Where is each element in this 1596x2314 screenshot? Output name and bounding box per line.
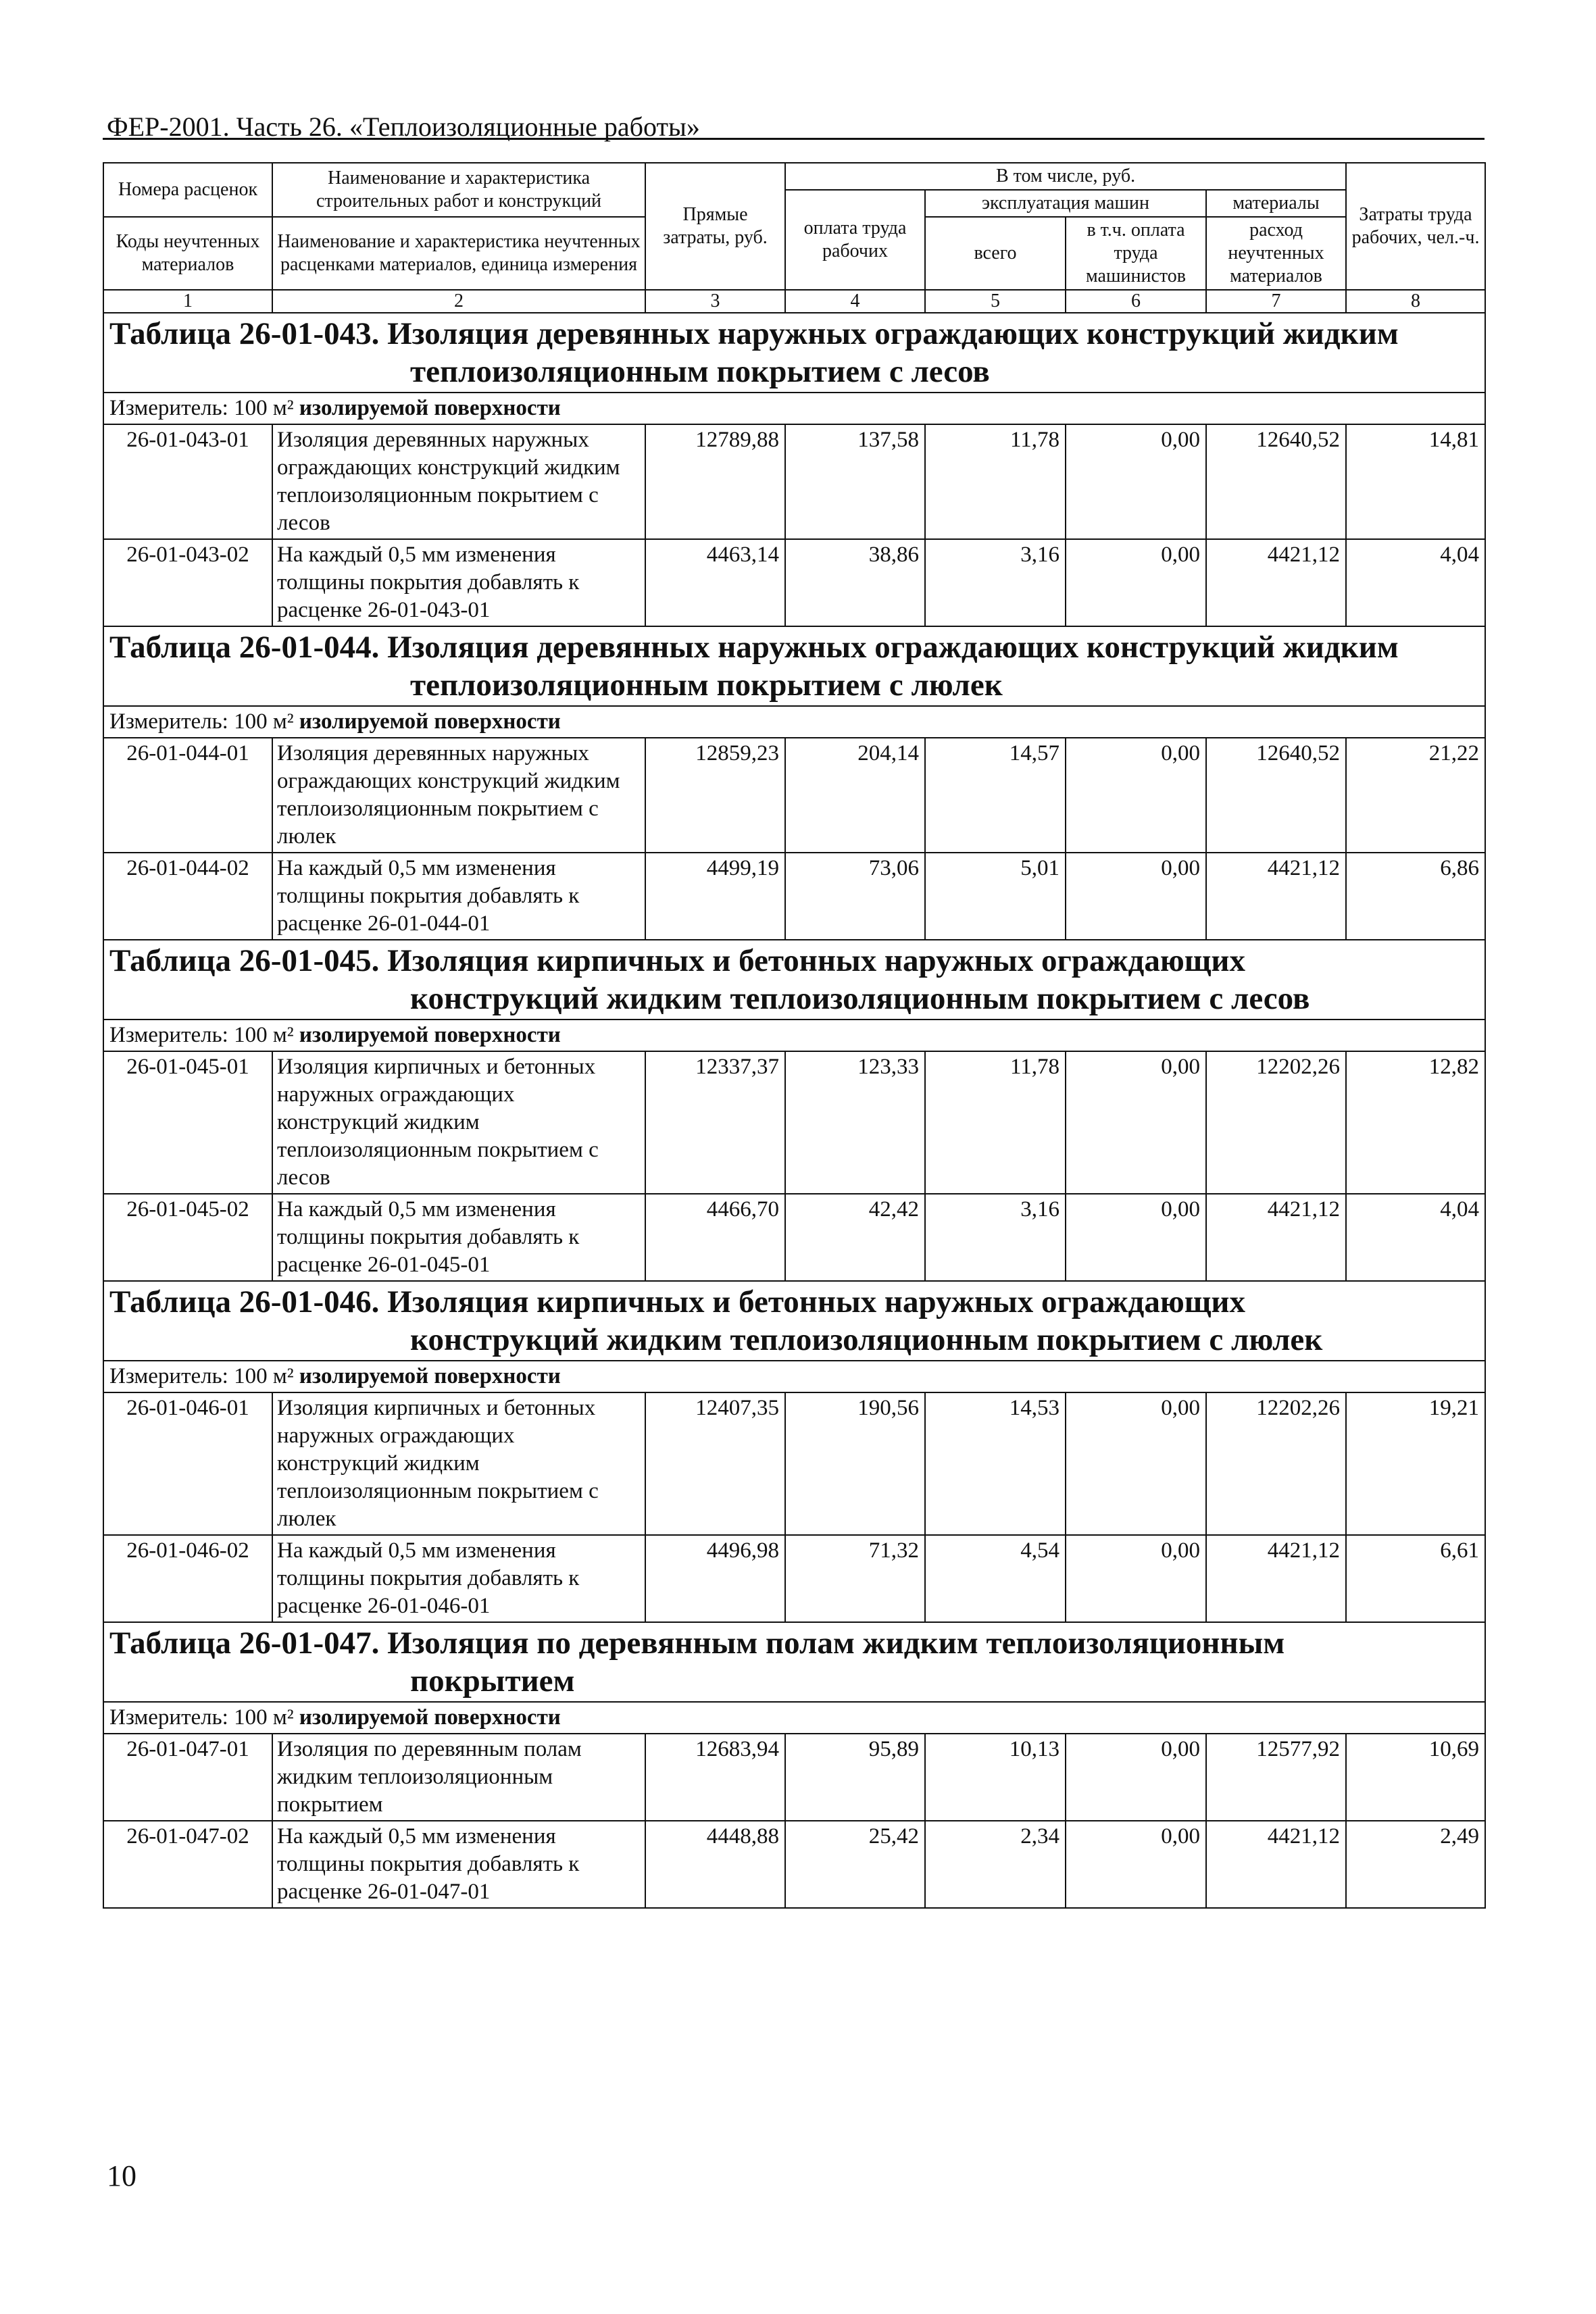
table-row [103, 424, 1485, 539]
rate-code-cell: 26-01-046-01 [103, 1392, 272, 1535]
machines-total-cell: 11,78 [925, 424, 1066, 539]
sub-table-title-line: теплоизоляционным покрытием с люлек [410, 668, 1003, 703]
sub-table-title-line: Таблица 26-01-047. Изоляция по деревянным полам жидким теплоизоляционным [109, 1626, 1285, 1661]
col-work-name-heading: Наименование и характеристика строительных работ и конструкций [272, 163, 645, 217]
measure-unit-row [103, 1020, 1485, 1051]
sub-table-title-line: конструкций жидким теплоизоляционным покрытием с лесов [410, 981, 1310, 1016]
sub-table-title [103, 1281, 1485, 1361]
column-number: 6 [1066, 290, 1206, 313]
worker-pay-cell: 190,56 [785, 1392, 925, 1535]
measure-unit-row [103, 1702, 1485, 1734]
work-name-cell: На каждый 0,5 мм изменения толщины покрытия добавлять к расценке 26-01-047-01 [272, 1821, 645, 1908]
measure-unit [103, 1361, 1485, 1392]
page-number: 10 [107, 2159, 136, 2192]
direct-costs-cell: 4448,88 [645, 1821, 785, 1908]
page-header: ФЕР-2001. Часть 26. «Теплоизоляционные работы» [107, 111, 700, 142]
measure-unit [103, 706, 1485, 738]
sub-table-title-line: конструкций жидким теплоизоляционным покрытием с люлек [410, 1322, 1323, 1357]
operator-pay-cell: 0,00 [1066, 1392, 1206, 1535]
labor-hours-cell: 14,81 [1346, 424, 1485, 539]
sub-table-title [103, 313, 1485, 393]
col-labor-hours-heading: Затраты труда рабочих, чел.-ч. [1346, 163, 1485, 290]
table-row [103, 1535, 1485, 1622]
work-name-cell: На каждый 0,5 мм изменения толщины покрытия добавлять к расценке 26-01-044-01 [272, 853, 645, 940]
col-material-use-heading: расход неучтенных материалов [1206, 217, 1346, 290]
machines-total-cell: 14,53 [925, 1392, 1066, 1535]
rate-code-cell: 26-01-047-01 [103, 1734, 272, 1821]
rate-code-cell: 26-01-044-02 [103, 853, 272, 940]
column-numbers-row [103, 290, 1485, 313]
sub-table-title-row [103, 626, 1485, 706]
column-number: 7 [1206, 290, 1346, 313]
sub-table-title-line: покрытием [410, 1663, 575, 1699]
col-worker-pay-heading: оплата труда рабочих [785, 190, 925, 290]
column-number: 4 [785, 290, 925, 313]
operator-pay-cell: 0,00 [1066, 1051, 1206, 1194]
machines-total-cell: 4,54 [925, 1535, 1066, 1622]
measure-unit-label: Измеритель: 100 м² [109, 1364, 299, 1388]
worker-pay-cell: 38,86 [785, 539, 925, 626]
materials-cell: 12202,26 [1206, 1392, 1346, 1535]
operator-pay-cell: 0,00 [1066, 424, 1206, 539]
operator-pay-cell: 0,00 [1066, 1194, 1206, 1281]
measure-unit-surface: изолируемой поверхности [299, 1364, 561, 1388]
sub-table-title-line: Таблица 26-01-045. Изоляция кирпичных и бетонных наружных ограждающих [109, 943, 1246, 978]
operator-pay-cell: 0,00 [1066, 1734, 1206, 1821]
sub-table-title-line: теплоизоляционным покрытием с лесов [410, 354, 990, 389]
col-material-names-heading: Наименование и характеристика неучтенных расценками материалов, единица измерения [272, 217, 645, 290]
sub-table-title-row [103, 940, 1485, 1020]
operator-pay-cell: 0,00 [1066, 539, 1206, 626]
measure-unit-label: Измеритель: 100 м² [109, 709, 299, 734]
table-row [103, 1051, 1485, 1194]
measure-unit [103, 1702, 1485, 1734]
worker-pay-cell: 25,42 [785, 1821, 925, 1908]
measure-unit-row [103, 706, 1485, 738]
table-head [103, 163, 1485, 313]
col-direct-costs-heading: Прямые затраты, руб. [645, 163, 785, 290]
table-row [103, 539, 1485, 626]
rate-code-cell: 26-01-043-01 [103, 424, 272, 539]
worker-pay-cell: 42,42 [785, 1194, 925, 1281]
operator-pay-cell: 0,00 [1066, 738, 1206, 853]
machines-total-cell: 14,57 [925, 738, 1066, 853]
sub-table-title-line: Таблица 26-01-046. Изоляция кирпичных и бетонных наружных ограждающих [109, 1284, 1246, 1319]
rate-code-cell: 26-01-046-02 [103, 1535, 272, 1622]
labor-hours-cell: 6,61 [1346, 1535, 1485, 1622]
labor-hours-cell: 2,49 [1346, 1821, 1485, 1908]
operator-pay-cell: 0,00 [1066, 1821, 1206, 1908]
measure-unit-surface: изолируемой поверхности [299, 1705, 561, 1730]
rate-code-cell: 26-01-044-01 [103, 738, 272, 853]
col-operator-pay-heading: в т.ч. оплата труда машинистов [1066, 217, 1206, 290]
materials-cell: 4421,12 [1206, 1194, 1346, 1281]
sub-table-title-line: Таблица 26-01-044. Изоляция деревянных наружных ограждающих конструкций жидким [109, 630, 1399, 665]
table-row [103, 853, 1485, 940]
measure-unit-row [103, 1361, 1485, 1392]
col-rate-numbers-heading: Номера расценок [103, 163, 272, 217]
labor-hours-cell: 10,69 [1346, 1734, 1485, 1821]
sub-table-title [103, 1622, 1485, 1702]
worker-pay-cell: 71,32 [785, 1535, 925, 1622]
direct-costs-cell: 4499,19 [645, 853, 785, 940]
column-number: 1 [103, 290, 272, 313]
worker-pay-cell: 137,58 [785, 424, 925, 539]
labor-hours-cell: 21,22 [1346, 738, 1485, 853]
measure-unit-label: Измеритель: 100 м² [109, 1023, 299, 1047]
sub-table-title [103, 626, 1485, 706]
machines-total-cell: 10,13 [925, 1734, 1066, 1821]
price-table [103, 162, 1486, 1909]
direct-costs-cell: 4463,14 [645, 539, 785, 626]
labor-hours-cell: 4,04 [1346, 539, 1485, 626]
measure-unit-surface: изолируемой поверхности [299, 396, 561, 420]
table-row [103, 1392, 1485, 1535]
direct-costs-cell: 12683,94 [645, 1734, 785, 1821]
labor-hours-cell: 6,86 [1346, 853, 1485, 940]
work-name-cell: Изоляция деревянных наружных ограждающих конструкций жидким теплоизоляционным покрытием с люлек [272, 738, 645, 853]
sub-table-title-row [103, 313, 1485, 393]
col-material-codes-heading: Коды неучтенных материалов [103, 217, 272, 290]
table-row [103, 1194, 1485, 1281]
col-machines-total-heading: всего [925, 217, 1066, 290]
col-including-heading: В том числе, руб. [785, 163, 1346, 190]
measure-unit [103, 1020, 1485, 1051]
labor-hours-cell: 4,04 [1346, 1194, 1485, 1281]
measure-unit-label: Измеритель: 100 м² [109, 396, 299, 420]
materials-cell: 12202,26 [1206, 1051, 1346, 1194]
column-number: 8 [1346, 290, 1485, 313]
direct-costs-cell: 12859,23 [645, 738, 785, 853]
machines-total-cell: 5,01 [925, 853, 1066, 940]
operator-pay-cell: 0,00 [1066, 853, 1206, 940]
measure-unit-surface: изолируемой поверхности [299, 1023, 561, 1047]
work-name-cell: Изоляция деревянных наружных ограждающих конструкций жидким теплоизоляционным покрытием с лесов [272, 424, 645, 539]
sub-table-title-line: Таблица 26-01-043. Изоляция деревянных наружных ограждающих конструкций жидким [109, 316, 1399, 351]
work-name-cell: На каждый 0,5 мм изменения толщины покрытия добавлять к расценке 26-01-046-01 [272, 1535, 645, 1622]
col-machines-heading: эксплуатация машин [925, 190, 1206, 217]
direct-costs-cell: 12789,88 [645, 424, 785, 539]
direct-costs-cell: 4466,70 [645, 1194, 785, 1281]
table-row [103, 738, 1485, 853]
materials-cell: 4421,12 [1206, 853, 1346, 940]
direct-costs-cell: 12337,37 [645, 1051, 785, 1194]
worker-pay-cell: 123,33 [785, 1051, 925, 1194]
rate-code-cell: 26-01-047-02 [103, 1821, 272, 1908]
col-materials-heading: материалы [1206, 190, 1346, 217]
materials-cell: 4421,12 [1206, 539, 1346, 626]
sub-table-title-row [103, 1622, 1485, 1702]
work-name-cell: На каждый 0,5 мм изменения толщины покрытия добавлять к расценке 26-01-045-01 [272, 1194, 645, 1281]
materials-cell: 12577,92 [1206, 1734, 1346, 1821]
machines-total-cell: 11,78 [925, 1051, 1066, 1194]
measure-unit-row [103, 393, 1485, 424]
materials-cell: 12640,52 [1206, 424, 1346, 539]
machines-total-cell: 3,16 [925, 539, 1066, 626]
work-name-cell: На каждый 0,5 мм изменения толщины покрытия добавлять к расценке 26-01-043-01 [272, 539, 645, 626]
header-rule [103, 138, 1485, 140]
operator-pay-cell: 0,00 [1066, 1535, 1206, 1622]
column-number: 2 [272, 290, 645, 313]
sub-table-title-row [103, 1281, 1485, 1361]
measure-unit [103, 393, 1485, 424]
column-number: 3 [645, 290, 785, 313]
rate-code-cell: 26-01-045-02 [103, 1194, 272, 1281]
direct-costs-cell: 12407,35 [645, 1392, 785, 1535]
column-number: 5 [925, 290, 1066, 313]
table-row [103, 1821, 1485, 1908]
worker-pay-cell: 204,14 [785, 738, 925, 853]
measure-unit-surface: изолируемой поверхности [299, 709, 561, 734]
work-name-cell: Изоляция кирпичных и бетонных наружных ограждающих конструкций жидким теплоизоляционным покрытием с лесов [272, 1051, 645, 1194]
labor-hours-cell: 12,82 [1346, 1051, 1485, 1194]
materials-cell: 12640,52 [1206, 738, 1346, 853]
worker-pay-cell: 95,89 [785, 1734, 925, 1821]
work-name-cell: Изоляция кирпичных и бетонных наружных ограждающих конструкций жидким теплоизоляционным покрытием с люлек [272, 1392, 645, 1535]
sub-table-title [103, 940, 1485, 1020]
table-row [103, 1734, 1485, 1821]
materials-cell: 4421,12 [1206, 1821, 1346, 1908]
rate-code-cell: 26-01-045-01 [103, 1051, 272, 1194]
work-name-cell: Изоляция по деревянным полам жидким теплоизоляционным покрытием [272, 1734, 645, 1821]
direct-costs-cell: 4496,98 [645, 1535, 785, 1622]
table-body [103, 313, 1485, 1908]
worker-pay-cell: 73,06 [785, 853, 925, 940]
machines-total-cell: 2,34 [925, 1821, 1066, 1908]
materials-cell: 4421,12 [1206, 1535, 1346, 1622]
measure-unit-label: Измеритель: 100 м² [109, 1705, 299, 1730]
rate-code-cell: 26-01-043-02 [103, 539, 272, 626]
machines-total-cell: 3,16 [925, 1194, 1066, 1281]
labor-hours-cell: 19,21 [1346, 1392, 1485, 1535]
